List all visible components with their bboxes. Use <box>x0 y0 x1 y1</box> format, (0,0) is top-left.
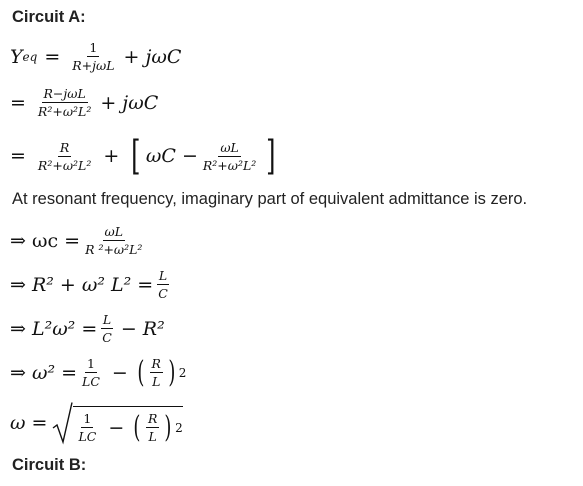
eq4-denominator: R ²+ω²L² <box>85 242 143 257</box>
eq8-paren-denominator: L <box>148 429 157 444</box>
eq3-fraction-2 <box>201 140 258 173</box>
circuit-a-heading: Circuit A: <box>12 8 86 26</box>
eq7-paren-denominator: L <box>152 374 161 389</box>
eq5-lhs: ⇒ R² + ω² L² = <box>10 273 154 296</box>
eq1-subscript: eq <box>22 49 38 64</box>
eq2-tail: + jωC <box>100 91 159 114</box>
eq4-fraction <box>83 224 144 257</box>
eq3-denominator-1: R²+ω²L² <box>37 157 92 173</box>
eq3-numerator-1: R <box>59 139 70 155</box>
circuit-b-heading: Circuit B: <box>12 456 87 474</box>
eq7-fraction <box>80 356 102 389</box>
eq5-denominator: C <box>158 286 168 301</box>
eq8-lhs: ω = <box>10 412 48 434</box>
right-paren: ) <box>164 409 172 445</box>
equals-sign: = <box>10 91 26 114</box>
equation-3 <box>10 133 281 179</box>
eq4-numerator: ωL <box>104 224 123 239</box>
equation-5 <box>10 268 173 301</box>
eq8-denominator: LC <box>78 429 97 444</box>
equation-1 <box>10 40 181 73</box>
eq6-numerator: L <box>102 312 112 327</box>
eq2-numerator: R−jωL <box>43 86 86 101</box>
radicand <box>73 406 182 444</box>
eq2-fraction <box>36 86 93 119</box>
resonance-statement: At resonant frequency, imaginary part of equivalent admittance is zero. <box>12 190 528 208</box>
eq1-fraction <box>70 40 116 73</box>
right-paren: ) <box>168 354 176 390</box>
eq5-fraction <box>156 268 170 301</box>
eq8-numerator: 1 <box>83 411 92 426</box>
eq7-paren-fraction <box>150 356 163 389</box>
eq6-denominator: C <box>102 330 112 345</box>
equals-sign: = <box>10 145 26 167</box>
eq3-numerator-2: ωL <box>220 139 239 155</box>
eq1-numerator: 1 <box>89 40 98 55</box>
eq6-lhs: ⇒ L²ω² = <box>10 317 98 340</box>
equation-7 <box>10 356 186 389</box>
plus-sign: + <box>103 145 120 167</box>
radical-sign-icon <box>51 398 73 446</box>
eq7-denominator: LC <box>82 374 100 389</box>
eq1-tail: + jωC <box>123 45 182 68</box>
eq2-denominator: R²+ω²L² <box>37 104 92 119</box>
eq7-exponent: 2 <box>178 365 187 380</box>
left-bracket: [ <box>131 133 141 179</box>
eq1-lhs: Y <box>10 45 23 68</box>
eq8-minus: − <box>108 416 125 439</box>
eq7-numerator: 1 <box>86 356 95 371</box>
eq8-fraction <box>76 411 98 444</box>
eq3-middle: ωC − <box>145 145 198 167</box>
equation-6 <box>10 312 165 345</box>
equation-4 <box>10 224 147 257</box>
eq6-fraction <box>100 312 114 345</box>
square-root <box>51 402 182 444</box>
eq1-denominator: R+jωL <box>72 58 115 73</box>
eq7-minus: − <box>111 361 128 384</box>
left-paren: ( <box>133 409 141 445</box>
eq5-numerator: L <box>158 268 168 283</box>
eq8-paren-fraction <box>146 411 159 444</box>
left-paren: ( <box>137 354 145 390</box>
eq3-denominator-2: R²+ω²L² <box>202 157 257 173</box>
eq7-paren-numerator: R <box>151 356 161 371</box>
equals-sign: = <box>44 45 61 68</box>
eq7-lhs: ⇒ ω² = <box>10 361 78 384</box>
right-bracket: ] <box>266 133 276 179</box>
eq8-paren-numerator: R <box>147 411 158 426</box>
eq4-lhs: ⇒ ωc = <box>10 229 81 252</box>
eq6-tail: − R² <box>120 317 165 340</box>
eq3-fraction-1 <box>36 140 93 173</box>
equation-2 <box>10 86 158 119</box>
eq8-exponent: 2 <box>175 420 183 435</box>
equation-8 <box>10 402 183 444</box>
